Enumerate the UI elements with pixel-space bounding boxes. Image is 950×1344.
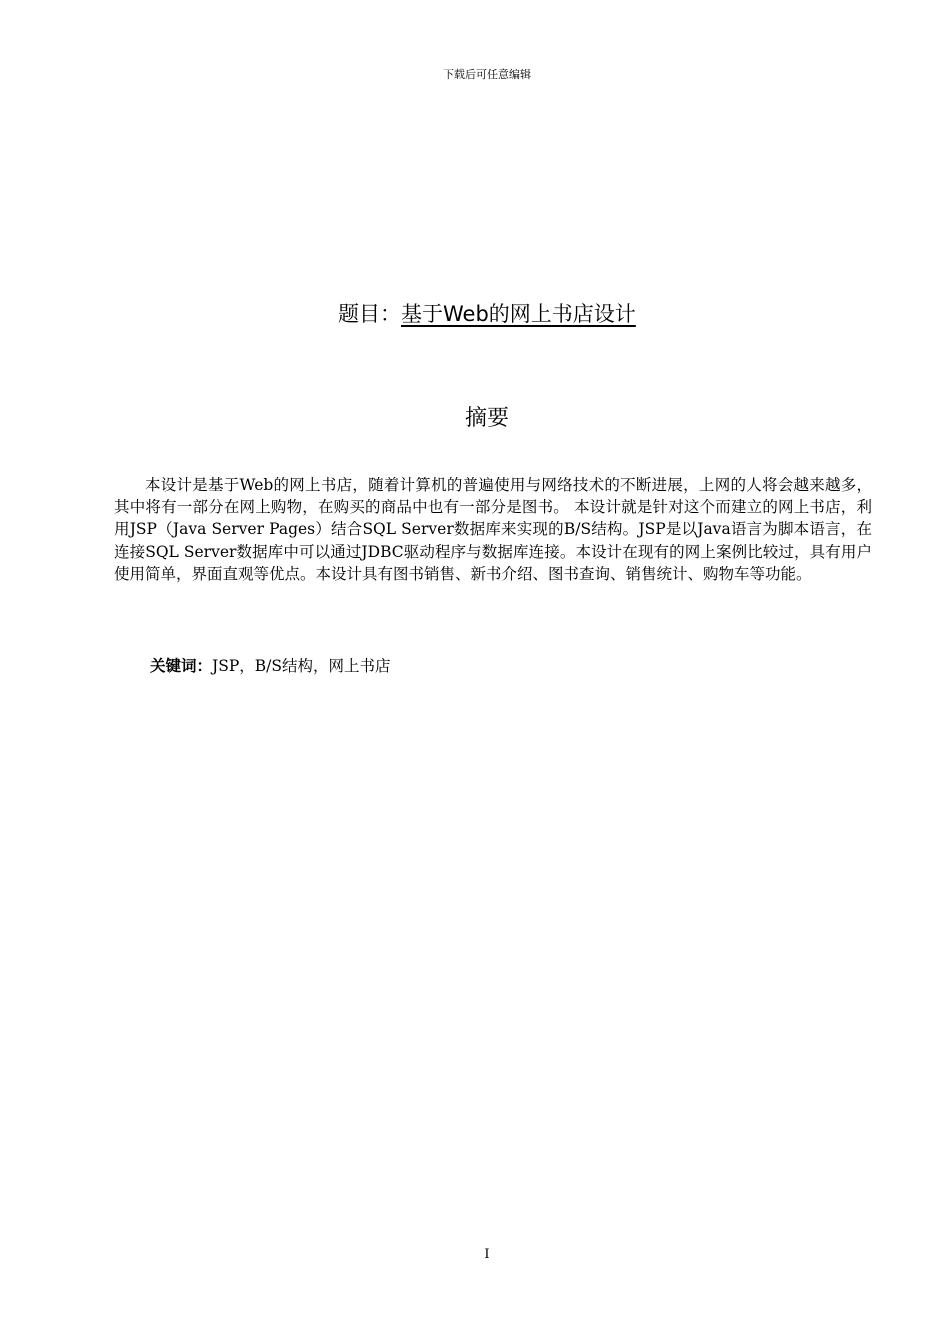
title-label: 题目： [338, 302, 401, 326]
keywords-label: 关键词： [150, 657, 213, 675]
document-title [338, 298, 636, 328]
abstract-body: 本设计是基于Web的网上书店，随着计算机的普遍使用与网络技术的不断进展，上网的人将会越来越多，其中将有一部分在网上购物，在购买的商品中也有一部分是图书。 本设计就是针对这个而建立的网上书店，利用JSP（Java Server Pages）结合SQL Server数据库来实现的B/S结构。JSP是以Java语言为脚本语言，在连接SQL Server数据库中可以通过JDBC驱动程序与数据库连接。本设计在现有的网上案例比较过，具有用户使用简单，界面直观等优点。本设计具有图书销售、新书介绍、图书查询、销售统计、购物车等功能。 [114, 476, 872, 583]
title-text: 基于Web的网上书店设计 [401, 302, 636, 326]
abstract-heading: 摘要 [464, 406, 509, 431]
header-note: 下载后可任意编辑 [443, 68, 531, 81]
page-number: I [484, 1247, 490, 1262]
keywords-text: JSP，B/S结构，网上书店 [212, 657, 391, 675]
keywords-line [150, 654, 391, 676]
